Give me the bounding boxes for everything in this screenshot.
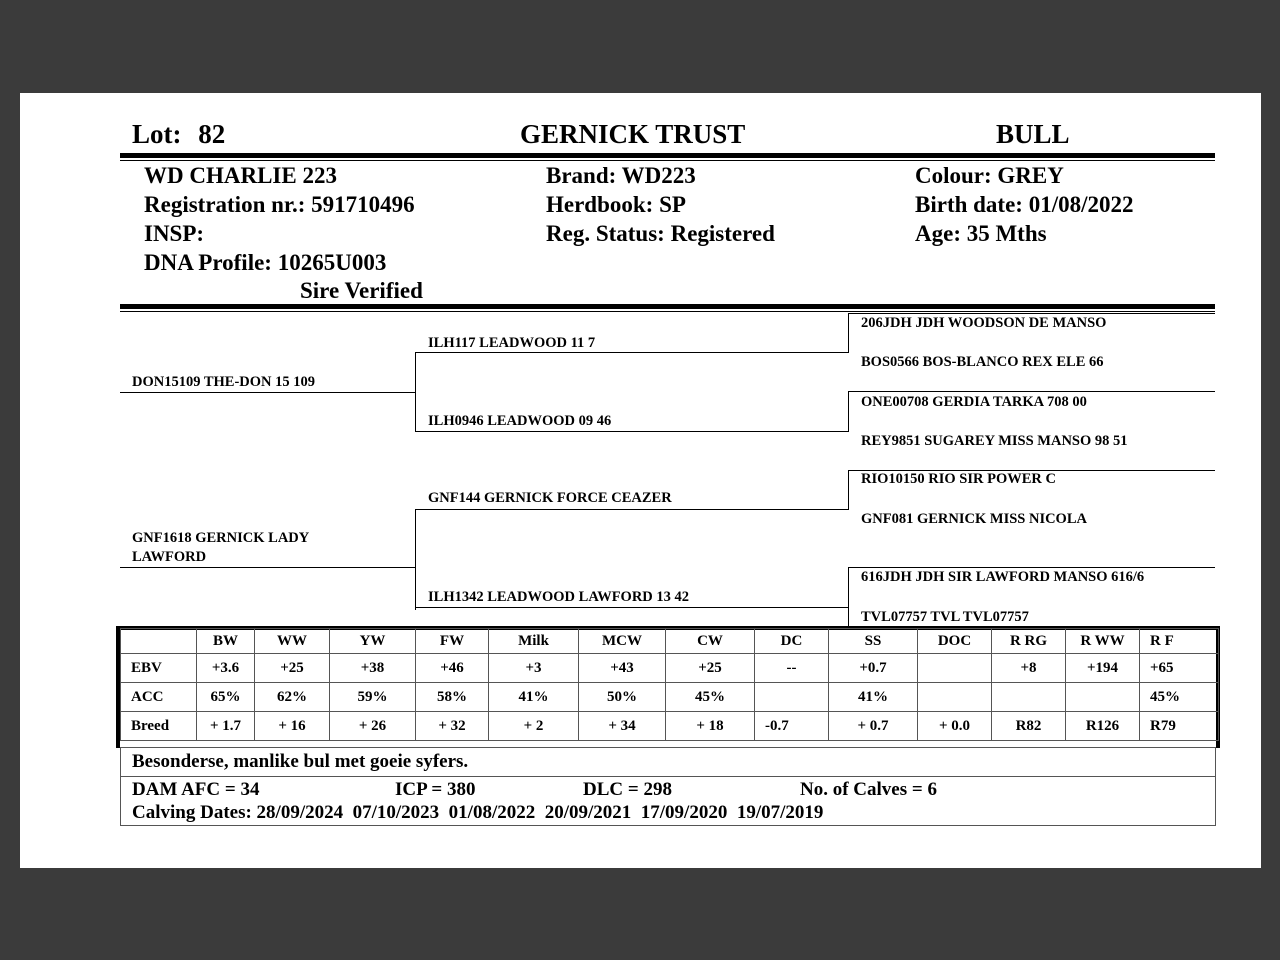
ebv-row-label: Breed [121, 712, 197, 741]
ebv-cell: 59% [330, 683, 416, 712]
ebv-header-cell: FW [416, 629, 489, 654]
ebv-header-cell: R F [1140, 629, 1219, 654]
ebv-cell: + 1.7 [197, 712, 255, 741]
remarks-text: Besonderse, manlike bul met goeie syfers. [132, 751, 469, 772]
ebv-cell: R82 [992, 712, 1066, 741]
ebv-cell: +46 [416, 654, 489, 683]
top-rule [120, 153, 1215, 158]
pedigree-ggp-2: BOS0566 BOS-BLANCO REX ELE 66 [861, 354, 1104, 370]
reg-status: Reg. Status: Registered [546, 221, 775, 246]
pedigree-line [415, 509, 849, 510]
ebv-table [120, 628, 1219, 741]
pedigree-line [415, 431, 849, 432]
pedigree-line [415, 607, 849, 608]
birth-date: Birth date: 01/08/2022 [915, 192, 1134, 217]
dam-icp: ICP = 380 [395, 779, 476, 800]
dam-afc: DAM AFC = 34 [132, 779, 260, 800]
pedigree-sire: DON15109 THE-DON 15 109 [132, 374, 316, 390]
remarks-box [120, 747, 1216, 777]
pedigree-connector [415, 352, 416, 432]
ebv-cell: +38 [330, 654, 416, 683]
ebv-cell: + 32 [416, 712, 489, 741]
ebv-cell: 65% [197, 683, 255, 712]
ebv-header-cell: BW [197, 629, 255, 654]
ebv-row-ebv [121, 654, 1219, 683]
animal-name: WD CHARLIE 223 [144, 163, 337, 188]
ebv-row-breed [121, 712, 1219, 741]
calving-dates: Calving Dates: 28/09/2024 07/10/2023 01/08/2022 20/09/2021 17/09/2020 19/07/2019 [132, 802, 824, 823]
ebv-cell: 41% [489, 683, 579, 712]
mid-rule [120, 304, 1215, 309]
ebv-cell: + 34 [579, 712, 666, 741]
pedigree-ggp-8: TVL07757 TVL TVL07757 [861, 609, 1029, 625]
ebv-header-cell: DOC [918, 629, 992, 654]
ebv-cell: +8 [992, 654, 1066, 683]
animal-sex: BULL [996, 119, 1070, 149]
dam-stats-box [120, 776, 1216, 826]
ebv-cell: 45% [666, 683, 755, 712]
ebv-cell: +43 [579, 654, 666, 683]
ebv-row-acc [121, 683, 1219, 712]
lot-value: 82 [198, 119, 226, 149]
ebv-cell: 50% [579, 683, 666, 712]
dam-calves: No. of Calves = 6 [800, 779, 937, 800]
pedigree-ggp-4: REY9851 SUGAREY MISS MANSO 98 51 [861, 433, 1128, 449]
ebv-header-cell: R RG [992, 629, 1066, 654]
ebv-cell: +25 [255, 654, 330, 683]
ebv-cell [918, 654, 992, 683]
pedigree-ggp-5: RIO10150 RIO SIR POWER C [861, 471, 1056, 487]
ebv-cell: + 26 [330, 712, 416, 741]
ebv-cell: +0.7 [829, 654, 918, 683]
ebv-cell: + 2 [489, 712, 579, 741]
ebv-header-row [121, 629, 1219, 654]
ebv-cell: +25 [666, 654, 755, 683]
brand: Brand: WD223 [546, 163, 696, 188]
lot-card [20, 93, 1261, 868]
pedigree-dam-line1: GNF1618 GERNICK LADY [132, 530, 310, 546]
colour: Colour: GREY [915, 163, 1064, 188]
registration-number: Registration nr.: 591710496 [144, 192, 415, 217]
ebv-cell: +3.6 [197, 654, 255, 683]
pedigree-line [415, 352, 849, 353]
ebv-cell: 41% [829, 683, 918, 712]
ebv-row-label: EBV [121, 654, 197, 683]
ebv-header-cell: SS [829, 629, 918, 654]
ebv-cell: 45% [1140, 683, 1219, 712]
ebv-cell: -- [755, 654, 829, 683]
pedigree-line [120, 567, 416, 568]
ebv-cell: 62% [255, 683, 330, 712]
top-rule-thin [120, 160, 1215, 161]
pedigree-connector [848, 313, 849, 353]
pedigree-dam-dam: ILH1342 LEADWOOD LAWFORD 13 42 [428, 589, 690, 605]
pedigree-ggp-1: 206JDH JDH WOODSON DE MANSO [861, 315, 1107, 331]
lot-label: Lot: [132, 119, 182, 149]
ebv-header-cell: DC [755, 629, 829, 654]
pedigree-dam-sire: GNF144 GERNICK FORCE CEAZER [428, 490, 672, 506]
lot-number [132, 119, 225, 150]
pedigree-ggp-6: GNF081 GERNICK MISS NICOLA [861, 511, 1087, 527]
ebv-row-label: ACC [121, 683, 197, 712]
pedigree-connector [415, 509, 416, 610]
ebv-header-cell: MCW [579, 629, 666, 654]
ebv-cell: + 16 [255, 712, 330, 741]
pedigree-connector [848, 567, 849, 629]
pedigree-sire-sire: ILH117 LEADWOOD 11 7 [428, 335, 596, 351]
ebv-cell: +65 [1140, 654, 1219, 683]
herdbook: Herdbook: SP [546, 192, 686, 217]
ebv-cell: + 0.7 [829, 712, 918, 741]
pedigree-dam-line2: LAWFORD [132, 549, 207, 565]
ebv-cell: R79 [1140, 712, 1219, 741]
pedigree-ggp-3: ONE00708 GERDIA TARKA 708 00 [861, 394, 1087, 410]
ebv-cell: + 18 [666, 712, 755, 741]
ebv-cell [1066, 683, 1140, 712]
ebv-cell [755, 683, 829, 712]
ebv-cell: +194 [1066, 654, 1140, 683]
ebv-header-cell: R WW [1066, 629, 1140, 654]
ebv-cell: R126 [1066, 712, 1140, 741]
ebv-cell: -0.7 [755, 712, 829, 741]
mid-rule-thin [120, 311, 1215, 312]
pedigree-line [848, 391, 1215, 392]
pedigree-connector [848, 391, 849, 432]
ebv-cell: 58% [416, 683, 489, 712]
ebv-header-cell: WW [255, 629, 330, 654]
ebv-header-cell [121, 629, 197, 654]
ebv-cell [992, 683, 1066, 712]
pedigree-connector [848, 470, 849, 510]
dam-dlc: DLC = 298 [583, 779, 672, 800]
ebv-cell: + 0.0 [918, 712, 992, 741]
pedigree-sire-dam: ILH0946 LEADWOOD 09 46 [428, 413, 612, 429]
ebv-cell: +3 [489, 654, 579, 683]
pedigree-ggp-7: 616JDH JDH SIR LAWFORD MANSO 616/6 [861, 569, 1145, 585]
ebv-cell [918, 683, 992, 712]
ebv-header-cell: Milk [489, 629, 579, 654]
pedigree-line [848, 313, 1215, 314]
pedigree-line [120, 392, 416, 393]
insp: INSP: [144, 221, 205, 246]
age: Age: 35 Mths [915, 221, 1047, 246]
pedigree-line [848, 567, 1215, 568]
ebv-header-cell: CW [666, 629, 755, 654]
breeder-name: GERNICK TRUST [520, 119, 746, 149]
dna-profile: DNA Profile: 10265U003 [144, 250, 387, 275]
sire-verified: Sire Verified [300, 278, 423, 303]
ebv-header-cell: YW [330, 629, 416, 654]
